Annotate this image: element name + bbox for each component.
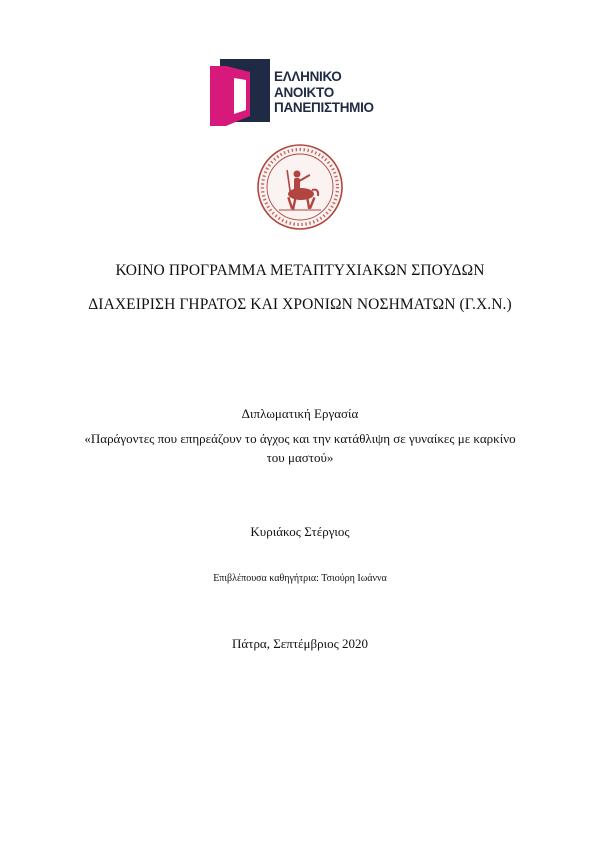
hou-wordmark: [274, 69, 374, 116]
thesis-title-line: «Παράγοντες που επηρεάζουν το άγχος και την κατάθλιψη σε γυναίκες με καρκίνο: [84, 431, 516, 446]
university-of-patras-seal-icon: [255, 142, 345, 232]
place-and-date: Πάτρα, Σεπτέμβριος 2020: [232, 636, 368, 651]
hou-wordmark-line: ΠΑΝΕΠΙΣΤΗΜΙΟ: [274, 100, 374, 115]
hou-mark-icon: [210, 56, 270, 126]
program-title-line: ΔΙΑΧΕΙΡΙΣΗ ΓΗΡΑΤΟΣ ΚΑΙ ΧΡΟΝΙΩΝ ΝΟΣΗΜΑΤΩΝ (Γ.Χ.Ν.): [88, 296, 512, 313]
hou-wordmark-line: ΑΝΟΙΚΤΟ: [274, 84, 334, 100]
thesis-type: Διπλωματική Εργασία: [241, 406, 359, 421]
supervisor-line: Επιβλέπουσα καθηγήτρια: Τσιούρη Ιωάννα: [213, 573, 387, 584]
author-name: Κυριάκος Στέργιος: [250, 524, 350, 539]
program-title-line: ΚΟΙΝΟ ΠΡΟΓΡΑΜΜΑ ΜΕΤΑΠΤΥΧΙΑΚΩΝ ΣΠΟΥΔΩΝ: [115, 262, 485, 279]
thesis-title-line: του μαστού»: [266, 450, 334, 465]
hou-wordmark-line: ΕΛΛΗΝΙΚΟ: [274, 69, 342, 84]
hellenic-open-university-logo: [210, 56, 400, 126]
